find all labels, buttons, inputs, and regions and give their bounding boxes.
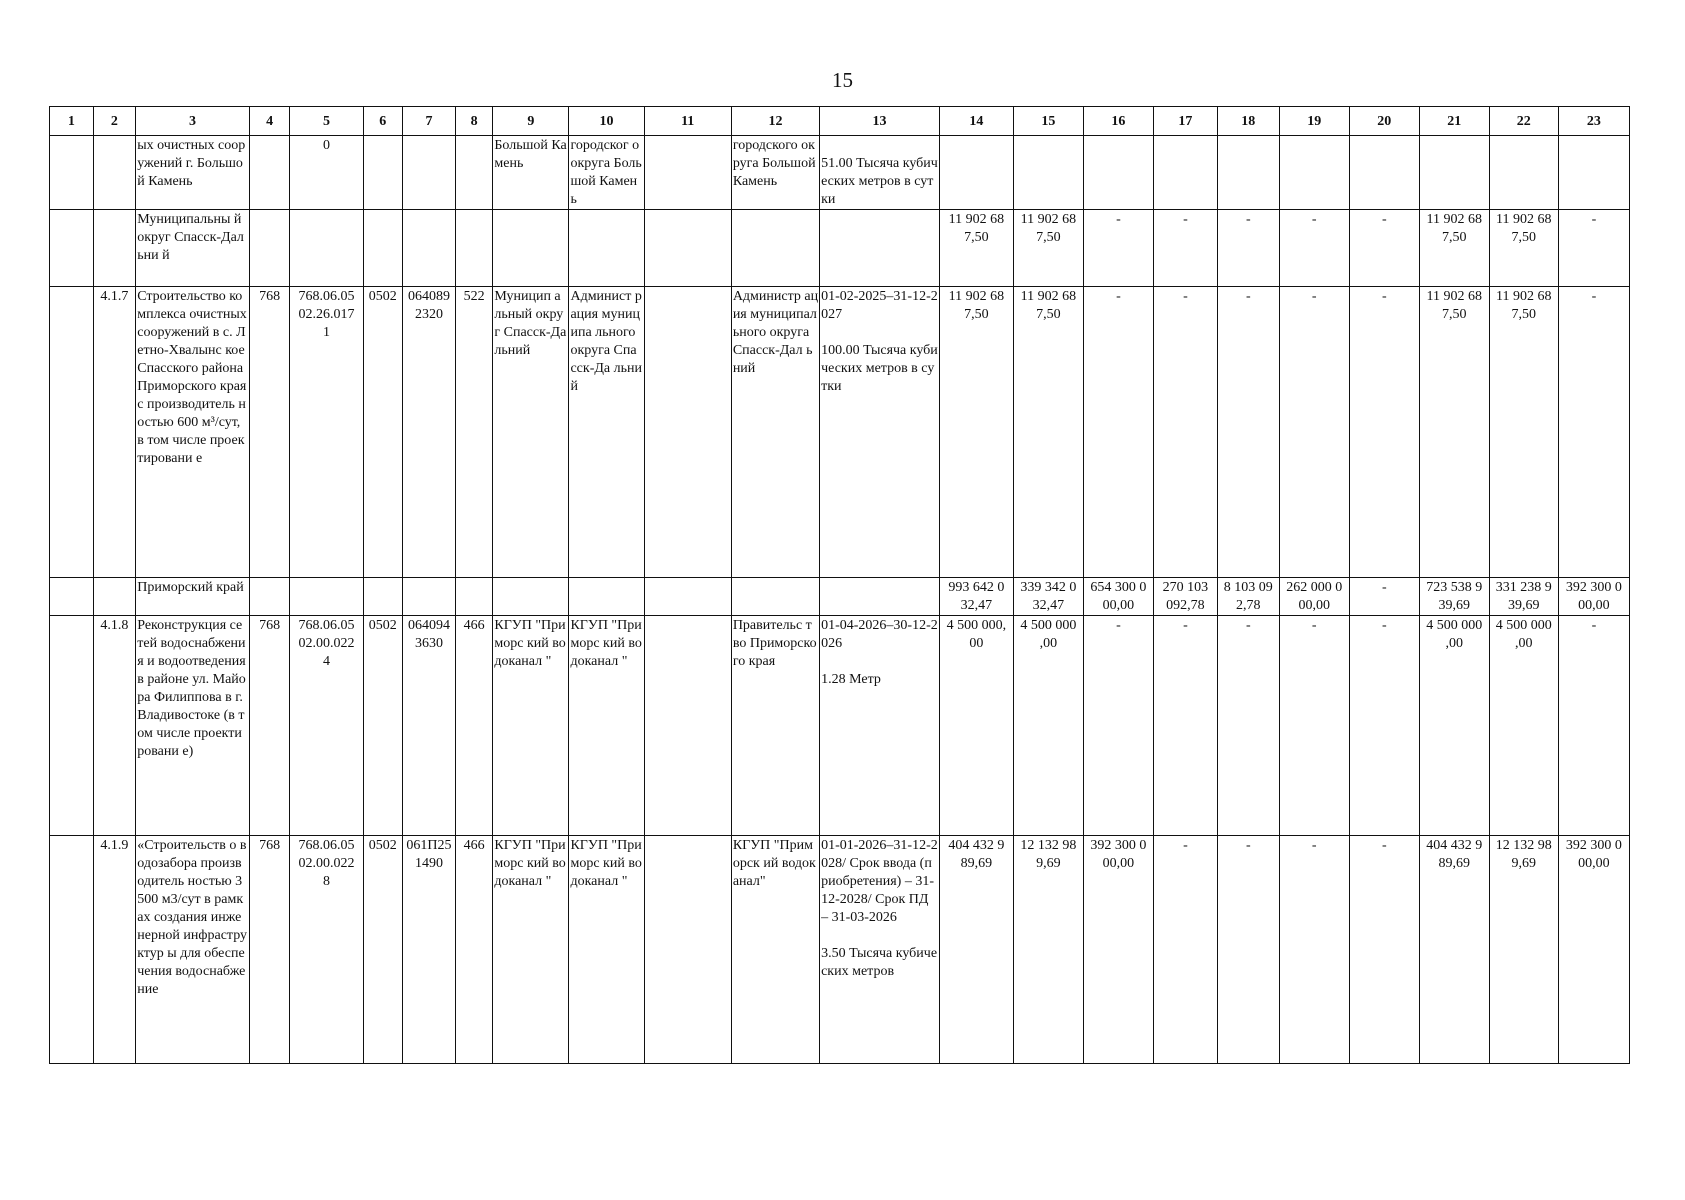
table-cell: 0502 — [363, 836, 403, 1064]
table-cell: 064089 2320 — [403, 287, 456, 578]
table-cell — [403, 136, 456, 210]
table-cell: ых очистных сооружений г. Большой Камень — [136, 136, 250, 210]
table-cell: 466 — [455, 616, 493, 836]
table-cell — [290, 210, 363, 287]
table-cell: 262 000 0 00,00 — [1279, 578, 1349, 616]
table-cell — [644, 210, 731, 287]
table-cell: 0 — [290, 136, 363, 210]
table-row — [50, 578, 1630, 616]
column-header: 5 — [290, 107, 363, 136]
table-cell: «Строительств о водозабора производитель ностью 3 500 м3/сут в рамках создания инженерной инфраструктур ы для обеспечения водоснабжение — [136, 836, 250, 1064]
table-cell — [93, 210, 136, 287]
table-cell: - — [1217, 210, 1279, 287]
table-cell — [403, 210, 456, 287]
table-cell: 061П25 1490 — [403, 836, 456, 1064]
table-cell: - — [1349, 616, 1419, 836]
table-cell: 654 300 0 00,00 — [1083, 578, 1153, 616]
table-cell: 4.1.8 — [93, 616, 136, 836]
table-cell: 8 103 09 2,78 — [1217, 578, 1279, 616]
table-cell: - — [1558, 287, 1629, 578]
table-cell: - — [1349, 210, 1419, 287]
column-header: 1 — [50, 107, 94, 136]
table-cell: 270 103 092,78 — [1153, 578, 1217, 616]
table-row — [50, 836, 1630, 1064]
table-cell: - — [1558, 210, 1629, 287]
table-cell — [820, 578, 940, 616]
table-cell: 392 300 0 00,00 — [1558, 836, 1629, 1064]
table-cell: - — [1349, 836, 1419, 1064]
table-cell: 12 132 98 9,69 — [1013, 836, 1083, 1064]
column-header: 22 — [1489, 107, 1558, 136]
table-cell: 4 500 000 ,00 — [1419, 616, 1489, 836]
table-cell: 12 132 98 9,69 — [1489, 836, 1558, 1064]
table-cell — [50, 578, 94, 616]
table-cell: 11 902 68 7,50 — [1419, 210, 1489, 287]
table-cell: городског о округа Большой Камень — [569, 136, 644, 210]
column-header: 2 — [93, 107, 136, 136]
table-cell: Муницип альный округ Спасск-Да льний — [493, 287, 569, 578]
table-cell: - — [1279, 836, 1349, 1064]
table-cell: - — [1217, 616, 1279, 836]
table-cell: 51.00 Тысяча кубических метров в сутки — [820, 136, 940, 210]
table-cell: 11 902 68 7,50 — [939, 210, 1013, 287]
table-cell: 392 300 0 00,00 — [1558, 578, 1629, 616]
table-cell: 11 902 68 7,50 — [1013, 210, 1083, 287]
table-cell — [249, 136, 290, 210]
table-cell — [50, 836, 94, 1064]
table-cell: 404 432 9 89,69 — [939, 836, 1013, 1064]
table-cell — [644, 578, 731, 616]
table-cell — [363, 210, 403, 287]
table-cell: - — [1349, 578, 1419, 616]
column-header: 15 — [1013, 107, 1083, 136]
table-row — [50, 136, 1630, 210]
table-cell: 0502 — [363, 616, 403, 836]
table-cell: КГУП "Приморс кий водоканал " — [569, 836, 644, 1064]
column-header: 6 — [363, 107, 403, 136]
table-cell: 11 902 68 7,50 — [1419, 287, 1489, 578]
table-cell: - — [1217, 836, 1279, 1064]
table-cell: - — [1279, 210, 1349, 287]
table-cell — [1349, 136, 1419, 210]
header-row — [50, 107, 1630, 136]
table-cell: - — [1153, 836, 1217, 1064]
table-cell: городского округа Большой Камень — [731, 136, 819, 210]
table-cell: - — [1217, 287, 1279, 578]
table-cell: 392 300 0 00,00 — [1083, 836, 1153, 1064]
table-cell: 522 — [455, 287, 493, 578]
table-cell: 01-02-2025–31-12-2027 100.00 Тысяча кубических метров в сутки — [820, 287, 940, 578]
table-cell: 466 — [455, 836, 493, 1064]
table-cell: 4 500 000 ,00 — [1489, 616, 1558, 836]
table-cell: 11 902 68 7,50 — [1489, 287, 1558, 578]
column-header: 9 — [493, 107, 569, 136]
table-cell — [290, 578, 363, 616]
table-cell: Админист рация муниципа льного округа Спасск-Да льний — [569, 287, 644, 578]
table-cell — [455, 210, 493, 287]
column-header: 10 — [569, 107, 644, 136]
table-cell — [93, 578, 136, 616]
table-cell: 768.06.05 02.00.022 8 — [290, 836, 363, 1064]
table-cell: Правительс тво Приморско го края — [731, 616, 819, 836]
table-cell — [455, 578, 493, 616]
table-cell: КГУП "Приморс кий водоканал " — [569, 616, 644, 836]
table-cell: 4.1.7 — [93, 287, 136, 578]
table-cell: 01-04-2026–30-12-2026 1.28 Метр — [820, 616, 940, 836]
table-row — [50, 616, 1630, 836]
table-cell — [363, 578, 403, 616]
table-cell: 11 902 68 7,50 — [1489, 210, 1558, 287]
table-cell: 064094 3630 — [403, 616, 456, 836]
column-header: 21 — [1419, 107, 1489, 136]
table-cell — [569, 578, 644, 616]
table-cell — [731, 578, 819, 616]
table-cell — [493, 210, 569, 287]
table-cell — [403, 578, 456, 616]
table-cell: КГУП "Приморс кий водоканал " — [493, 616, 569, 836]
table-cell — [644, 287, 731, 578]
table-cell: - — [1153, 616, 1217, 836]
column-header: 12 — [731, 107, 819, 136]
column-header: 23 — [1558, 107, 1629, 136]
table-cell: КГУП "Приморск ий водоканал" — [731, 836, 819, 1064]
table-cell: 404 432 9 89,69 — [1419, 836, 1489, 1064]
column-header: 14 — [939, 107, 1013, 136]
table-cell — [644, 836, 731, 1064]
table-cell — [1153, 136, 1217, 210]
table-cell: 339 342 0 32,47 — [1013, 578, 1083, 616]
table-cell: Приморский край — [136, 578, 250, 616]
table-cell — [644, 616, 731, 836]
table-cell: - — [1279, 616, 1349, 836]
table-cell: - — [1558, 616, 1629, 836]
table-cell: 11 902 68 7,50 — [939, 287, 1013, 578]
table-cell: 768 — [249, 836, 290, 1064]
table-cell: Реконструкция сетей водоснабжения и водоотведения в районе ул. Майора Филиппова в г. Владивостоке (в том числе проектировани е) — [136, 616, 250, 836]
table-cell: 4.1.9 — [93, 836, 136, 1064]
table-cell — [493, 578, 569, 616]
column-header: 3 — [136, 107, 250, 136]
column-header: 11 — [644, 107, 731, 136]
column-header: 16 — [1083, 107, 1153, 136]
table-cell — [1489, 136, 1558, 210]
table-cell: 331 238 9 39,69 — [1489, 578, 1558, 616]
budget-table — [49, 106, 1630, 1064]
column-header: 18 — [1217, 107, 1279, 136]
table-cell — [1013, 136, 1083, 210]
table-cell — [50, 210, 94, 287]
table-cell: - — [1153, 210, 1217, 287]
table-cell: Администр ация муниципал ьного округа Спасск-Дал ьний — [731, 287, 819, 578]
table-cell: - — [1083, 210, 1153, 287]
table-cell — [50, 616, 94, 836]
table-cell — [455, 136, 493, 210]
table-cell — [644, 136, 731, 210]
table-row — [50, 287, 1630, 578]
table-cell — [731, 210, 819, 287]
table-cell — [569, 210, 644, 287]
table-cell: 4 500 000 ,00 — [1013, 616, 1083, 836]
table-cell — [50, 287, 94, 578]
table-cell — [1279, 136, 1349, 210]
table-cell — [1419, 136, 1489, 210]
table-cell — [1217, 136, 1279, 210]
table-cell: - — [1279, 287, 1349, 578]
table-cell — [820, 210, 940, 287]
table-cell: - — [1083, 287, 1153, 578]
table-cell: Муниципальны й округ Спасск-Дальни й — [136, 210, 250, 287]
table-cell — [93, 136, 136, 210]
table-cell — [363, 136, 403, 210]
table-cell: 01-01-2026–31-12-2028/ Срок ввода (приобретения) – 31-12-2028/ Срок ПД – 31-03-2026 3.50 Тысяча кубических метров — [820, 836, 940, 1064]
table-row — [50, 210, 1630, 287]
table-cell: КГУП "Приморс кий водоканал " — [493, 836, 569, 1064]
table-cell: Большой Камень — [493, 136, 569, 210]
table-cell: 4 500 000, 00 — [939, 616, 1013, 836]
column-header: 4 — [249, 107, 290, 136]
column-header: 19 — [1279, 107, 1349, 136]
page-number: 15 — [832, 68, 853, 92]
table-cell: - — [1153, 287, 1217, 578]
column-header: 20 — [1349, 107, 1419, 136]
column-header: 17 — [1153, 107, 1217, 136]
table-cell — [249, 578, 290, 616]
column-header: 7 — [403, 107, 456, 136]
table-cell — [939, 136, 1013, 210]
table-cell: 768.06.05 02.26.017 1 — [290, 287, 363, 578]
table-cell: 768 — [249, 287, 290, 578]
table-cell: 768 — [249, 616, 290, 836]
table-cell — [1558, 136, 1629, 210]
table-cell: 0502 — [363, 287, 403, 578]
table-cell: 993 642 0 32,47 — [939, 578, 1013, 616]
table-cell: - — [1349, 287, 1419, 578]
table-cell — [249, 210, 290, 287]
table-cell: 723 538 9 39,69 — [1419, 578, 1489, 616]
table-cell: 11 902 68 7,50 — [1013, 287, 1083, 578]
table-cell — [50, 136, 94, 210]
table-cell: - — [1083, 616, 1153, 836]
table-cell: Строительство комплекса очистных сооружений в с. Летно-Хвалынс кое Спасского района Приморского края с производитель ностью 600 м³/сут, в том числе проектировани е — [136, 287, 250, 578]
column-header: 13 — [820, 107, 940, 136]
table-cell: 768.06.05 02.00.022 4 — [290, 616, 363, 836]
column-header: 8 — [455, 107, 493, 136]
table-cell — [1083, 136, 1153, 210]
